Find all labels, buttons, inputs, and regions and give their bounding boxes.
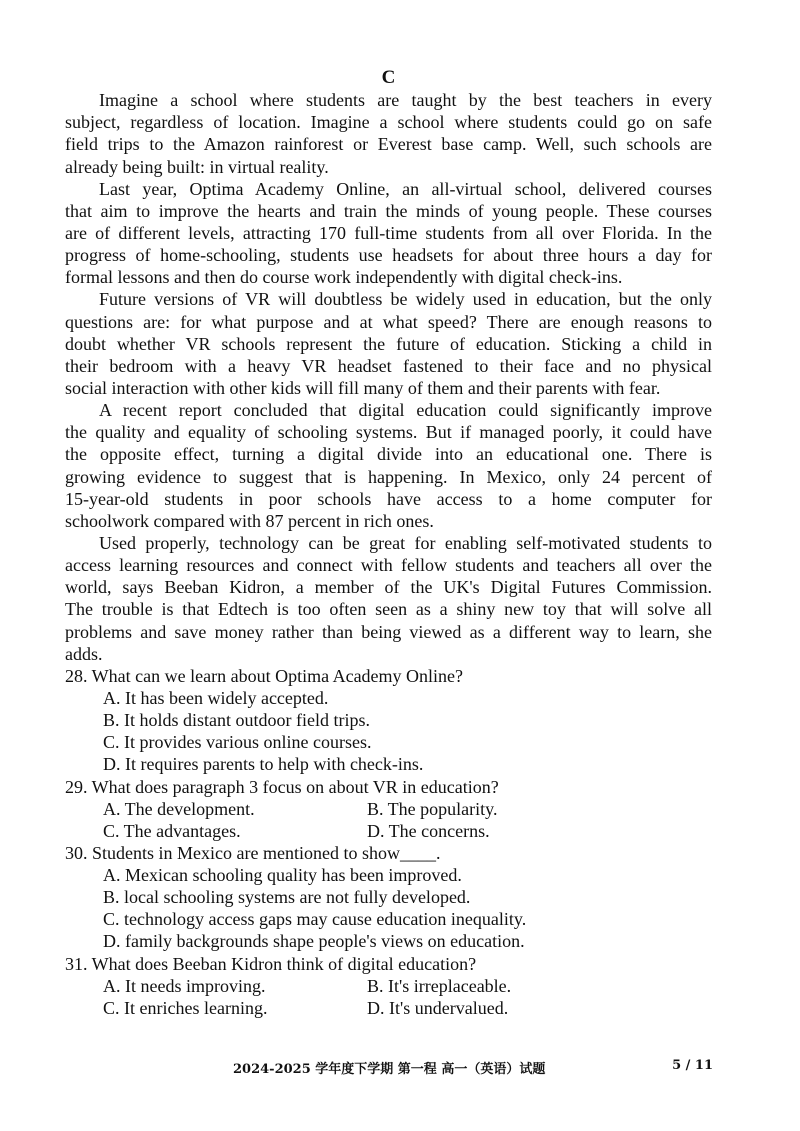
question-stem: 30. Students in Mexico are mentioned to show____.: [65, 842, 441, 863]
question: [65, 776, 712, 842]
answer-option: D. It's undervalued.: [367, 997, 509, 1018]
paragraph-line: progress of home-schooling, students use headsets for about three hours a day for: [65, 245, 712, 266]
exam-page: [65, 67, 712, 1019]
paragraph-line: access learning resources and connect with fellow students and teachers all over the: [65, 555, 712, 576]
question-stem: 31. What does Beeban Kidron think of digital education?: [65, 953, 477, 974]
paragraph-line: schoolwork compared with 87 percent in rich ones.: [65, 510, 434, 531]
question: [65, 665, 712, 776]
section-heading: C: [381, 67, 396, 88]
option-row: [65, 997, 712, 1019]
questions-list: [65, 665, 712, 1019]
paragraph-line: field trips to the Amazon rainforest or Everest base camp. Well, such schools are: [65, 134, 712, 155]
answer-option: C. technology access gaps may cause education inequality.: [103, 909, 527, 930]
answer-option: A. It needs improving.: [103, 975, 266, 996]
paragraph-line: the quality and equality of schooling systems. But if managed poorly, it could have: [65, 422, 712, 443]
answer-option: A. Mexican schooling quality has been improved.: [103, 865, 462, 886]
paragraph-line: problems and save money rather than being viewed as a different way to learn, she: [65, 621, 712, 642]
option-row: [65, 975, 712, 997]
paragraph-line: already being built: in virtual reality.: [65, 156, 329, 177]
paragraph-line: world, says Beeban Kidron, a member of the UK's Digital Futures Commission.: [65, 577, 712, 598]
paragraph: [65, 399, 712, 532]
paragraph-line: 15-year-old students in poor schools have access to a home computer for: [65, 488, 712, 509]
page-footer: [233, 1058, 713, 1077]
reading-passage: [65, 89, 712, 665]
paragraph-line: social interaction with other kids will fill many of them and their parents with fear.: [65, 377, 661, 398]
paragraph-line: doubt whether VR schools represent the future of education. Sticking a child in: [65, 333, 712, 354]
paragraph-line: questions are: for what purpose and at what speed? There are enough reasons to: [65, 311, 712, 332]
paragraph: [65, 288, 712, 399]
paragraph-line: growing evidence to suggest that is happening. In Mexico, only 24 percent of: [65, 466, 712, 487]
answer-option: B. The popularity.: [367, 798, 498, 819]
paragraph: [65, 178, 712, 289]
paragraph: [65, 532, 712, 665]
paragraph-line: Imagine a school where students are taught by the best teachers in every: [99, 90, 712, 111]
paragraph-line: are of different levels, attracting 170 full-time students from all over Florida. In the: [65, 222, 712, 243]
answer-option: A. The development.: [103, 798, 255, 819]
answer-option: D. It requires parents to help with check-ins.: [103, 754, 424, 775]
paragraph-line: formal lessons and then do course work independently with digital check-ins.: [65, 267, 623, 288]
paragraph-line: that aim to improve the hearts and train the minds of young people. These courses: [65, 200, 712, 221]
paragraph-line: Future versions of VR will doubtless be widely used in education, but the only: [99, 289, 712, 310]
answer-option: C. The advantages.: [103, 820, 241, 841]
paragraph-line: The trouble is that Edtech is too often seen as a shiny new toy that will solve all: [65, 599, 712, 620]
paragraph-line: the opposite effect, turning a digital divide into an educational one. There is: [65, 444, 712, 465]
answer-option: C. It provides various online courses.: [103, 732, 372, 753]
answer-option: B. local schooling systems are not fully developed.: [103, 887, 471, 908]
question-stem: 29. What does paragraph 3 focus on about VR in education?: [65, 776, 499, 797]
paragraph-line: Last year, Optima Academy Online, an all-virtual school, delivered courses: [99, 178, 712, 199]
answer-option: C. It enriches learning.: [103, 997, 268, 1018]
option-row: [65, 820, 712, 842]
paragraph: [65, 89, 712, 178]
question-stem: 28. What can we learn about Optima Academy Online?: [65, 665, 464, 686]
answer-option: D. family backgrounds shape people's views on education.: [103, 931, 525, 952]
paragraph-line: their bedroom with a heavy VR headset fastened to their face and no physical: [65, 355, 712, 376]
question: [65, 953, 712, 1019]
paragraph-line: A recent report concluded that digital education could significantly improve: [99, 400, 712, 421]
answer-option: B. It's irreplaceable.: [367, 975, 512, 996]
exam-title: 2024-2025 学年度下学期 第一程 高一（英语）试题: [233, 1062, 546, 1077]
answer-option: D. The concerns.: [367, 820, 490, 841]
question: [65, 842, 712, 953]
option-row: [65, 798, 712, 820]
paragraph-line: subject, regardless of location. Imagine a school where students could go on safe: [65, 112, 712, 133]
paragraph-line: adds.: [65, 643, 103, 664]
page-number: 5 / 11: [672, 1058, 713, 1073]
paragraph-line: Used properly, technology can be great for enabling self-motivated students to: [99, 532, 712, 553]
answer-option: A. It has been widely accepted.: [103, 687, 329, 708]
answer-option: B. It holds distant outdoor field trips.: [103, 710, 370, 731]
